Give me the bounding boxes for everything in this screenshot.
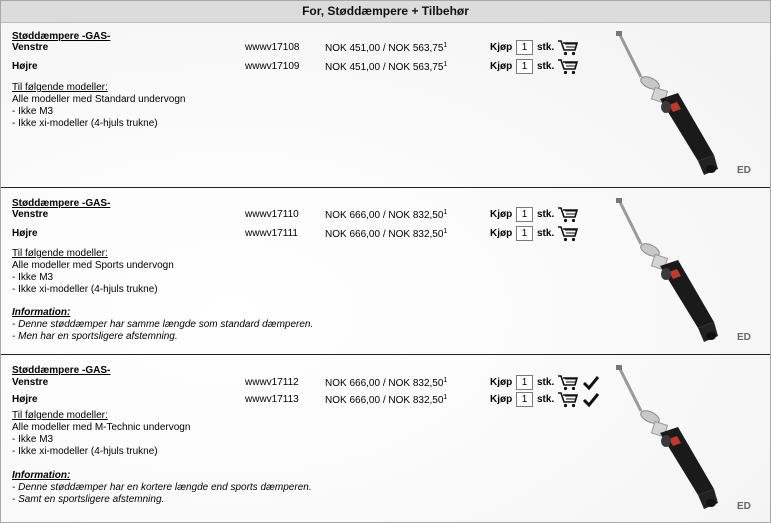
models-block (12, 82, 185, 130)
models-heading: Til følgende modeller: (12, 82, 108, 93)
models-heading: Til følgende modeller: (12, 410, 108, 421)
quantity-input[interactable] (516, 392, 533, 407)
info-line: - Men har en sportsligere afstemning. (12, 331, 178, 342)
product-row-right (1, 392, 601, 410)
side-label: Højre (12, 394, 38, 405)
side-label: Venstre (12, 42, 49, 53)
unit-label: stk. (537, 209, 555, 220)
shock-absorber-image (608, 196, 732, 356)
models-block (12, 248, 174, 296)
product-heading: Støddæmpere -GAS- (12, 31, 111, 42)
model-line: - Ikke M3 (12, 434, 54, 445)
price: NOK 666,00 / NOK 832,50$^1$ (325, 209, 448, 221)
product-code: wwwv17111 (245, 228, 298, 239)
buy-label: Kjøp (490, 61, 513, 72)
price: NOK 666,00 / NOK 832,50$^1$ (325, 228, 448, 240)
shopping-cart-icon[interactable] (557, 225, 579, 243)
info-block (12, 307, 313, 343)
side-label: Højre (12, 61, 38, 72)
unit-label: stk. (537, 394, 555, 405)
quantity-input[interactable] (516, 375, 533, 390)
info-line: - Denne støddæmper har samme længde som standard dæmperen. (12, 319, 314, 330)
model-line: Alle modeller med Standard undervogn (12, 94, 186, 105)
buy-label: Kjøp (490, 394, 513, 405)
buy-label: Kjøp (490, 209, 513, 220)
shopping-cart-icon[interactable] (557, 58, 579, 76)
unit-label: stk. (537, 42, 555, 53)
product-row-right (1, 59, 601, 77)
product-row-left (1, 375, 601, 393)
product-code: wwwv17113 (245, 394, 299, 405)
price: NOK 451,00 / NOK 563,75$^1$ (325, 42, 448, 54)
model-line: - Ikke xi-modeller (4-hjuls trukne) (12, 284, 158, 295)
side-label: Højre (12, 228, 38, 239)
product-row-left (1, 207, 601, 225)
page-title: For, Støddæmpere + Tilbehør (1, 1, 770, 23)
product-row-right (1, 226, 601, 244)
quantity-input[interactable] (516, 207, 533, 222)
buy-label: Kjøp (490, 228, 513, 239)
model-line: - Ikke M3 (12, 106, 54, 117)
info-block (12, 470, 312, 506)
model-line: - Ikke M3 (12, 272, 54, 283)
unit-label: stk. (537, 61, 555, 72)
product-heading: Støddæmpere -GAS- (12, 365, 111, 376)
model-line: Alle modeller med Sports undervogn (12, 260, 174, 271)
price: NOK 666,00 / NOK 832,50$^1$ (325, 377, 448, 389)
info-heading: Information: (12, 307, 71, 318)
buy-label: Kjøp (490, 377, 513, 388)
price: NOK 666,00 / NOK 832,50$^1$ (325, 394, 448, 406)
checkmark-icon (582, 374, 600, 392)
product-code: wwwv17110 (245, 209, 299, 220)
quantity-input[interactable] (516, 40, 533, 55)
product-section-mtechnic (1, 355, 770, 523)
shopping-cart-icon[interactable] (557, 206, 579, 224)
product-section-sports (1, 188, 770, 355)
quantity-input[interactable] (516, 226, 533, 241)
info-line: - Denne støddæmper har en kortere længde end sports dæmperen. (12, 482, 312, 493)
buy-label: Kjøp (490, 42, 513, 53)
product-code: wwwv17108 (245, 42, 300, 53)
product-section-standard (1, 23, 770, 188)
shopping-cart-icon[interactable] (557, 391, 579, 409)
watermark-text: ED (737, 165, 751, 176)
product-code: wwwv17112 (245, 377, 299, 388)
model-line: - Ikke xi-modeller (4-hjuls trukne) (12, 118, 158, 129)
shock-absorber-image (608, 363, 732, 523)
shopping-cart-icon[interactable] (557, 374, 579, 392)
checkmark-icon (582, 391, 600, 409)
shopping-cart-icon[interactable] (557, 39, 579, 57)
price: NOK 451,00 / NOK 563,75$^1$ (325, 61, 448, 73)
side-label: Venstre (12, 209, 49, 220)
models-block (12, 410, 190, 458)
shock-absorber-image (608, 29, 732, 189)
model-line: Alle modeller med M-Technic undervogn (12, 422, 191, 433)
models-heading: Til følgende modeller: (12, 248, 108, 259)
info-heading: Information: (12, 470, 71, 481)
quantity-input[interactable] (516, 59, 533, 74)
product-row-left (1, 40, 601, 58)
info-line: - Samt en sportsligere afstemning. (12, 494, 165, 505)
product-heading: Støddæmpere -GAS- (12, 198, 111, 209)
product-code: wwwv17109 (245, 61, 300, 72)
watermark-text: ED (737, 332, 751, 343)
unit-label: stk. (537, 228, 555, 239)
watermark-text: ED (737, 501, 751, 512)
unit-label: stk. (537, 377, 555, 388)
model-line: - Ikke xi-modeller (4-hjuls trukne) (12, 446, 158, 457)
side-label: Venstre (12, 377, 49, 388)
